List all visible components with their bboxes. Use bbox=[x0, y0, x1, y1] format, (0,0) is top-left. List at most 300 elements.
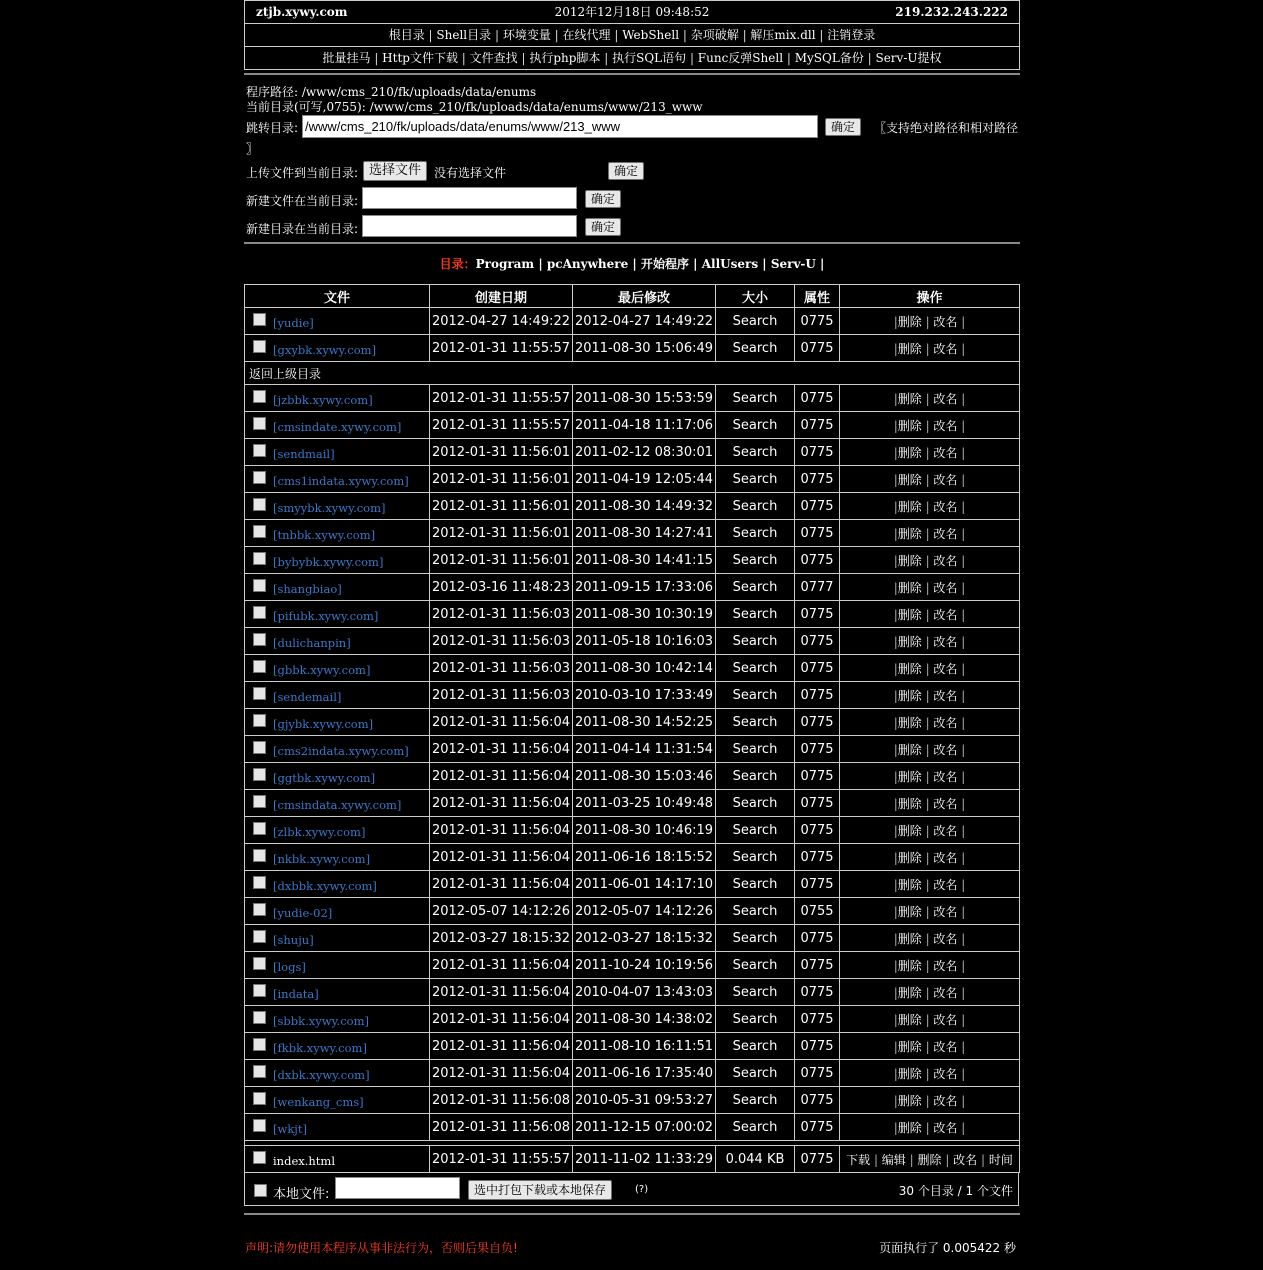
dir-link[interactable] bbox=[273, 906, 332, 920]
bracket: ] bbox=[371, 342, 377, 357]
nav-link[interactable]: 在线代理 bbox=[562, 28, 611, 42]
action-link[interactable]: 改名 bbox=[933, 1012, 958, 1027]
name-cell bbox=[245, 925, 430, 952]
name-cell bbox=[245, 1087, 430, 1114]
size-cell[interactable]: Search bbox=[716, 898, 795, 925]
op-separator: | bbox=[957, 877, 966, 892]
actions-cell bbox=[840, 979, 1020, 1006]
size-cell[interactable]: Search bbox=[716, 844, 795, 871]
op-separator: | bbox=[957, 1093, 966, 1108]
action-link[interactable]: 删除 bbox=[897, 823, 922, 838]
action-link[interactable]: 删除 bbox=[897, 526, 922, 541]
perm-cell: 0775 bbox=[795, 790, 840, 817]
size-cell[interactable]: Search bbox=[716, 817, 795, 844]
size-cell[interactable]: Search bbox=[716, 709, 795, 736]
quick-dir-link[interactable]: pcAnywhere bbox=[546, 257, 629, 271]
action-link[interactable]: 删除 bbox=[897, 634, 922, 649]
size-cell[interactable]: Search bbox=[716, 1087, 795, 1114]
page-footer bbox=[244, 1238, 1020, 1258]
dir-link[interactable] bbox=[273, 609, 378, 623]
help-link[interactable]: (?) bbox=[635, 1184, 649, 1195]
op-separator: | bbox=[893, 1039, 898, 1054]
dir-link[interactable] bbox=[273, 798, 401, 812]
op-separator: | bbox=[893, 904, 898, 919]
dir-link[interactable] bbox=[273, 1014, 369, 1028]
actions-cell bbox=[840, 1006, 1020, 1033]
modified-cell: 2011-04-19 12:05:44 bbox=[573, 466, 716, 493]
action-link[interactable]: 删除 bbox=[897, 472, 922, 487]
row-checkbox[interactable] bbox=[253, 1011, 266, 1024]
dir-link[interactable] bbox=[273, 582, 342, 596]
action-link[interactable]: 改名 bbox=[933, 445, 958, 460]
row-checkbox[interactable] bbox=[253, 606, 266, 619]
dir-link[interactable] bbox=[273, 825, 365, 839]
row-checkbox[interactable] bbox=[253, 795, 266, 808]
row-checkbox[interactable] bbox=[253, 313, 266, 326]
col-created: 创建日期 bbox=[430, 285, 573, 308]
op-separator: | bbox=[893, 958, 898, 973]
action-link[interactable]: 改名 bbox=[933, 1093, 958, 1108]
back-link[interactable]: 返回上级目录 bbox=[245, 362, 1020, 385]
row-checkbox[interactable] bbox=[253, 1038, 266, 1051]
size-cell[interactable]: Search bbox=[716, 520, 795, 547]
action-link[interactable]: 改名 bbox=[933, 1039, 958, 1054]
nav-separator: | bbox=[758, 257, 771, 271]
nav-link[interactable]: Serv-U提权 bbox=[875, 51, 942, 65]
modified-cell: 2011-09-15 17:33:06 bbox=[573, 574, 716, 601]
table-row bbox=[245, 871, 1020, 898]
created-cell: 2012-01-31 11:56:04 bbox=[430, 871, 573, 898]
perm-cell: 0775 bbox=[795, 439, 840, 466]
action-link[interactable]: 改名 bbox=[933, 391, 958, 406]
nav-link[interactable]: 执行php脚本 bbox=[529, 51, 601, 65]
new-dir-input[interactable] bbox=[362, 215, 577, 237]
dir-link[interactable] bbox=[273, 474, 409, 488]
op-separator: | bbox=[957, 769, 966, 784]
nav-separator: | bbox=[738, 28, 751, 42]
action-link[interactable]: 删除 bbox=[897, 1039, 922, 1054]
size-cell[interactable]: Search bbox=[716, 385, 795, 412]
dir-link[interactable] bbox=[273, 1041, 367, 1055]
action-link[interactable]: 改名 bbox=[933, 742, 958, 757]
action-link[interactable]: 下载 bbox=[846, 1152, 871, 1167]
name-cell bbox=[245, 817, 430, 844]
dir-name: shangbiao bbox=[277, 581, 338, 596]
size-cell[interactable]: Search bbox=[716, 952, 795, 979]
new-file-input[interactable] bbox=[362, 187, 577, 209]
op-separator: | bbox=[921, 823, 934, 838]
choose-file-button[interactable]: 选择文件 bbox=[363, 161, 427, 181]
op-separator: | bbox=[893, 715, 898, 730]
size-cell[interactable]: Search bbox=[716, 493, 795, 520]
nav-link[interactable]: Shell目录 bbox=[436, 28, 492, 42]
dir-name: sbbk.xywy.com bbox=[277, 1013, 365, 1028]
created-cell: 2012-01-31 11:56:04 bbox=[430, 979, 573, 1006]
local-file-input[interactable] bbox=[335, 1177, 460, 1199]
action-link[interactable]: 改名 bbox=[933, 688, 958, 703]
op-separator: | bbox=[893, 769, 898, 784]
action-link[interactable]: 改名 bbox=[933, 499, 958, 514]
op-separator: | bbox=[893, 688, 898, 703]
action-link[interactable]: 删除 bbox=[897, 341, 922, 356]
actions-cell bbox=[840, 628, 1020, 655]
row-checkbox[interactable] bbox=[253, 340, 266, 353]
nav-link[interactable]: 根目录 bbox=[388, 28, 425, 42]
jump-ok-button[interactable]: 确定 bbox=[825, 118, 861, 136]
action-link[interactable]: 删除 bbox=[897, 1012, 922, 1027]
nav-link[interactable]: 执行SQL语句 bbox=[612, 51, 687, 65]
nav-link[interactable]: Func反弹Shell bbox=[697, 51, 784, 65]
action-link[interactable]: 删除 bbox=[897, 499, 922, 514]
summary-text: 30 个目录 / 1 个文件 bbox=[898, 1184, 1013, 1198]
bracket: [ bbox=[273, 1013, 278, 1028]
row-checkbox[interactable] bbox=[253, 714, 266, 727]
new-file-ok-button[interactable]: 确定 bbox=[585, 190, 621, 208]
action-link[interactable]: 删除 bbox=[897, 445, 922, 460]
dir-link[interactable] bbox=[273, 1095, 364, 1109]
action-link[interactable]: 删除 bbox=[897, 715, 922, 730]
bracket: ] bbox=[309, 315, 314, 330]
dir-name: shuju bbox=[277, 932, 310, 947]
dir-link[interactable] bbox=[273, 316, 314, 330]
action-link[interactable]: 改名 bbox=[933, 1120, 958, 1135]
action-link[interactable]: 改名 bbox=[933, 1066, 958, 1081]
op-separator: | bbox=[921, 418, 934, 433]
op-separator: | bbox=[921, 499, 934, 514]
dir-link[interactable] bbox=[273, 1122, 307, 1136]
dir-link[interactable] bbox=[273, 960, 306, 974]
op-separator: | bbox=[893, 580, 898, 595]
action-link[interactable]: 删除 bbox=[897, 1066, 922, 1081]
action-link[interactable]: 删除 bbox=[897, 553, 922, 568]
action-link[interactable]: 改名 bbox=[933, 553, 958, 568]
name-cell bbox=[245, 335, 430, 362]
bracket: ] bbox=[364, 1013, 369, 1028]
dir-link[interactable] bbox=[273, 852, 370, 866]
action-link[interactable]: 改名 bbox=[933, 661, 958, 676]
nav-link[interactable]: WebShell bbox=[622, 28, 680, 42]
actions-cell bbox=[840, 547, 1020, 574]
action-link[interactable]: 删除 bbox=[897, 742, 922, 757]
action-link[interactable]: 改名 bbox=[933, 526, 958, 541]
size-cell[interactable]: Search bbox=[716, 682, 795, 709]
size-cell[interactable]: Search bbox=[716, 412, 795, 439]
action-link[interactable]: 改名 bbox=[933, 472, 958, 487]
action-link[interactable]: 删除 bbox=[897, 877, 922, 892]
modified-cell: 2010-05-31 09:53:27 bbox=[573, 1087, 716, 1114]
op-separator: | bbox=[893, 931, 898, 946]
perm-cell: 0775 bbox=[795, 871, 840, 898]
name-cell bbox=[245, 1146, 430, 1173]
action-link[interactable]: 改名 bbox=[933, 607, 958, 622]
modified-cell: 2011-08-30 15:53:59 bbox=[573, 385, 716, 412]
action-link[interactable]: 改名 bbox=[933, 877, 958, 892]
select-all-checkbox[interactable] bbox=[254, 1184, 267, 1197]
nav-link[interactable]: 杂项破解 bbox=[690, 28, 739, 42]
action-link[interactable]: 删除 bbox=[897, 796, 922, 811]
op-separator: | bbox=[957, 553, 966, 568]
row-checkbox[interactable] bbox=[253, 903, 266, 916]
op-separator: | bbox=[957, 715, 966, 730]
row-checkbox[interactable] bbox=[253, 660, 266, 673]
name-cell bbox=[245, 628, 430, 655]
dir-link[interactable] bbox=[273, 555, 383, 569]
row-checkbox[interactable] bbox=[253, 984, 266, 997]
bracket: [ bbox=[273, 824, 278, 839]
row-checkbox[interactable] bbox=[253, 876, 266, 889]
dir-name: cms2indata.xywy.com bbox=[277, 743, 405, 758]
created-cell: 2012-01-31 11:56:04 bbox=[430, 844, 573, 871]
nav-link[interactable]: 批量挂马 bbox=[322, 51, 371, 65]
modified-cell: 2011-08-30 15:06:49 bbox=[573, 335, 716, 362]
quick-dir-link[interactable]: 开始程序 bbox=[640, 257, 689, 271]
row-checkbox[interactable] bbox=[253, 930, 266, 943]
bulk-actions-row bbox=[244, 1173, 1019, 1206]
action-link[interactable]: 删除 bbox=[897, 904, 922, 919]
row-checkbox[interactable] bbox=[253, 768, 266, 781]
row-checkbox[interactable] bbox=[253, 498, 266, 511]
action-link[interactable]: 删除 bbox=[897, 769, 922, 784]
op-separator: | bbox=[921, 314, 934, 329]
row-checkbox[interactable] bbox=[253, 552, 266, 565]
created-cell: 2012-01-31 11:55:57 bbox=[430, 335, 573, 362]
op-separator: | bbox=[957, 445, 966, 460]
action-link[interactable]: 删除 bbox=[897, 314, 922, 329]
dir-link[interactable] bbox=[273, 528, 375, 542]
dir-link[interactable] bbox=[273, 1068, 370, 1082]
modified-cell: 2010-03-10 17:33:49 bbox=[573, 682, 716, 709]
op-separator: | bbox=[957, 904, 966, 919]
action-link[interactable]: 删除 bbox=[917, 1152, 942, 1167]
name-cell bbox=[245, 385, 430, 412]
row-checkbox[interactable] bbox=[253, 525, 266, 538]
size-cell[interactable]: Search bbox=[716, 1114, 795, 1141]
size-cell[interactable]: Search bbox=[716, 308, 795, 335]
name-cell bbox=[245, 790, 430, 817]
quick-dirs bbox=[244, 244, 1020, 284]
action-link[interactable]: 改名 bbox=[933, 580, 958, 595]
action-link[interactable]: 编辑 bbox=[881, 1152, 906, 1167]
action-link[interactable]: 改名 bbox=[933, 715, 958, 730]
dir-link[interactable] bbox=[273, 393, 373, 407]
created-cell: 2012-01-31 11:56:04 bbox=[430, 1060, 573, 1087]
quick-dir-link[interactable]: AllUsers bbox=[701, 257, 759, 271]
size-cell[interactable]: Search bbox=[716, 466, 795, 493]
created-cell: 2012-04-27 14:49:22 bbox=[430, 308, 573, 335]
nav-separator: | bbox=[686, 51, 698, 65]
dir-link[interactable] bbox=[273, 879, 377, 893]
pack-download-button[interactable]: 选中打包下载或本地保存 bbox=[468, 1180, 612, 1200]
dir-link[interactable] bbox=[273, 343, 376, 357]
quick-dir-link[interactable]: Program bbox=[475, 257, 535, 271]
action-link[interactable]: 删除 bbox=[897, 391, 922, 406]
nav-link[interactable]: 解压mix.dll bbox=[750, 28, 816, 42]
dir-name: wkjt bbox=[277, 1121, 303, 1136]
action-link[interactable]: 改名 bbox=[933, 904, 958, 919]
action-link[interactable]: 删除 bbox=[897, 850, 922, 865]
modified-cell: 2011-08-30 14:49:32 bbox=[573, 493, 716, 520]
path-info bbox=[244, 75, 1020, 115]
bracket: ] bbox=[346, 635, 351, 650]
bracket: [ bbox=[273, 1040, 278, 1055]
table-row bbox=[245, 439, 1020, 466]
dir-link[interactable] bbox=[273, 744, 409, 758]
op-separator: | bbox=[893, 499, 898, 514]
bracket: ] bbox=[381, 500, 386, 515]
size-cell[interactable]: Search bbox=[716, 790, 795, 817]
action-link[interactable]: 改名 bbox=[933, 418, 958, 433]
dir-link[interactable] bbox=[273, 987, 319, 1001]
row-checkbox[interactable] bbox=[253, 687, 266, 700]
dir-link[interactable] bbox=[273, 933, 314, 947]
file-row bbox=[245, 1146, 1020, 1173]
dir-name: dxbk.xywy.com bbox=[277, 1067, 366, 1082]
upload-ok-button[interactable]: 确定 bbox=[608, 162, 644, 180]
table-header bbox=[245, 285, 1020, 308]
size-cell[interactable]: Search bbox=[716, 736, 795, 763]
dir-name: wenkang_cms bbox=[277, 1094, 360, 1109]
bracket: ] bbox=[362, 1040, 367, 1055]
action-link[interactable]: 改名 bbox=[933, 931, 958, 946]
bracket: ] bbox=[302, 1121, 307, 1136]
bracket: [ bbox=[273, 392, 278, 407]
row-checkbox[interactable] bbox=[253, 822, 266, 835]
jump-note: 〖支持绝对路径和相对路径 bbox=[874, 121, 1019, 135]
bracket: [ bbox=[273, 419, 278, 434]
dir-name: sendmail bbox=[277, 446, 331, 461]
dir-link[interactable] bbox=[273, 663, 370, 677]
actions-cell bbox=[840, 385, 1020, 412]
name-cell bbox=[245, 655, 430, 682]
dir-link[interactable] bbox=[273, 690, 341, 704]
action-link[interactable]: 改名 bbox=[933, 769, 958, 784]
file-name[interactable]: index.html bbox=[273, 1153, 336, 1168]
bracket: ] bbox=[378, 554, 384, 569]
action-link[interactable]: 改名 bbox=[953, 1152, 978, 1167]
action-link[interactable]: 删除 bbox=[897, 661, 922, 676]
local-file-label: 本地文件: bbox=[273, 1187, 330, 1202]
row-checkbox[interactable] bbox=[253, 957, 266, 970]
table-row bbox=[245, 412, 1020, 439]
action-link[interactable]: 删除 bbox=[897, 985, 922, 1000]
modified-cell: 2011-08-30 15:03:46 bbox=[573, 763, 716, 790]
action-link[interactable]: 删除 bbox=[897, 418, 922, 433]
new-dir-ok-button[interactable]: 确定 bbox=[585, 218, 621, 236]
size-cell[interactable]: Search bbox=[716, 871, 795, 898]
bracket: ] bbox=[370, 770, 376, 785]
dir-link[interactable] bbox=[273, 420, 401, 434]
size-cell[interactable]: Search bbox=[716, 1033, 795, 1060]
quick-dir-link[interactable]: Serv-U bbox=[770, 257, 816, 271]
row-checkbox[interactable] bbox=[253, 390, 266, 403]
perm-cell: 0775 bbox=[795, 1006, 840, 1033]
dir-link[interactable] bbox=[273, 501, 386, 515]
actions-cell bbox=[840, 655, 1020, 682]
action-link[interactable]: 改名 bbox=[933, 341, 958, 356]
size-cell[interactable]: Search bbox=[716, 628, 795, 655]
bracket: ] bbox=[327, 905, 333, 920]
op-separator: | bbox=[893, 314, 898, 329]
nav-link[interactable]: 环境变量 bbox=[502, 28, 551, 42]
size-cell[interactable]: Search bbox=[716, 925, 795, 952]
row-checkbox[interactable] bbox=[253, 849, 266, 862]
dir-name: logs bbox=[277, 959, 302, 974]
actions-cell bbox=[840, 763, 1020, 790]
row-checkbox[interactable] bbox=[253, 741, 266, 754]
action-link[interactable]: 删除 bbox=[897, 1120, 922, 1135]
op-separator: | bbox=[893, 796, 898, 811]
row-checkbox[interactable] bbox=[253, 471, 266, 484]
size-cell[interactable]: Search bbox=[716, 335, 795, 362]
dir-link[interactable] bbox=[273, 717, 373, 731]
quick-dirs-title: 目录： bbox=[439, 257, 476, 271]
nav-link[interactable]: 注销登录 bbox=[827, 28, 876, 42]
actions-cell bbox=[840, 898, 1020, 925]
action-link[interactable]: 删除 bbox=[897, 688, 922, 703]
action-link[interactable]: 删除 bbox=[897, 958, 922, 973]
size-cell[interactable]: Search bbox=[716, 574, 795, 601]
op-separator: | bbox=[921, 634, 934, 649]
action-link[interactable]: 改名 bbox=[933, 823, 958, 838]
size-cell[interactable]: Search bbox=[716, 655, 795, 682]
bracket: [ bbox=[273, 554, 278, 569]
size-cell[interactable]: Search bbox=[716, 547, 795, 574]
action-link[interactable]: 删除 bbox=[897, 1093, 922, 1108]
action-link[interactable]: 改名 bbox=[933, 958, 958, 973]
row-checkbox[interactable] bbox=[253, 1151, 266, 1164]
action-link[interactable]: 删除 bbox=[897, 607, 922, 622]
action-link[interactable]: 改名 bbox=[933, 634, 958, 649]
size-cell[interactable]: Search bbox=[716, 979, 795, 1006]
action-link[interactable]: 改名 bbox=[933, 314, 958, 329]
action-link[interactable]: 改名 bbox=[933, 850, 958, 865]
row-checkbox[interactable] bbox=[253, 417, 266, 430]
created-cell: 2012-01-31 11:56:04 bbox=[430, 790, 573, 817]
op-separator: | bbox=[893, 1093, 898, 1108]
op-separator: | bbox=[957, 688, 966, 703]
size-cell[interactable]: Search bbox=[716, 439, 795, 466]
action-link[interactable]: 改名 bbox=[933, 985, 958, 1000]
divider bbox=[244, 1213, 1020, 1215]
action-link[interactable]: 时间 bbox=[988, 1152, 1013, 1167]
dir-link[interactable] bbox=[273, 771, 375, 785]
dir-link[interactable] bbox=[273, 447, 335, 461]
row-checkbox[interactable] bbox=[253, 633, 266, 646]
nav-row-1 bbox=[245, 24, 1019, 47]
dir-link[interactable] bbox=[273, 636, 351, 650]
size-cell[interactable]: Search bbox=[716, 1060, 795, 1087]
nav-separator: | bbox=[457, 51, 470, 65]
action-link[interactable]: 改名 bbox=[933, 796, 958, 811]
nav-link[interactable]: Http文件下载 bbox=[382, 51, 458, 65]
row-checkbox[interactable] bbox=[253, 1092, 266, 1105]
size-cell[interactable]: Search bbox=[716, 763, 795, 790]
nav-link[interactable]: MySQL备份 bbox=[794, 51, 864, 65]
size-cell[interactable]: Search bbox=[716, 601, 795, 628]
row-checkbox[interactable] bbox=[253, 444, 266, 457]
row-checkbox[interactable] bbox=[253, 1065, 266, 1078]
row-checkbox[interactable] bbox=[253, 579, 266, 592]
size-cell[interactable]: Search bbox=[716, 1006, 795, 1033]
created-cell: 2012-01-31 11:56:03 bbox=[430, 601, 573, 628]
nav-link[interactable]: 文件查找 bbox=[469, 51, 518, 65]
perm-cell: 0775 bbox=[795, 412, 840, 439]
action-link[interactable]: 删除 bbox=[897, 931, 922, 946]
jump-dir-input[interactable] bbox=[302, 115, 818, 138]
action-link[interactable]: 删除 bbox=[897, 580, 922, 595]
row-checkbox[interactable] bbox=[253, 1119, 266, 1132]
op-separator: | bbox=[893, 1012, 898, 1027]
